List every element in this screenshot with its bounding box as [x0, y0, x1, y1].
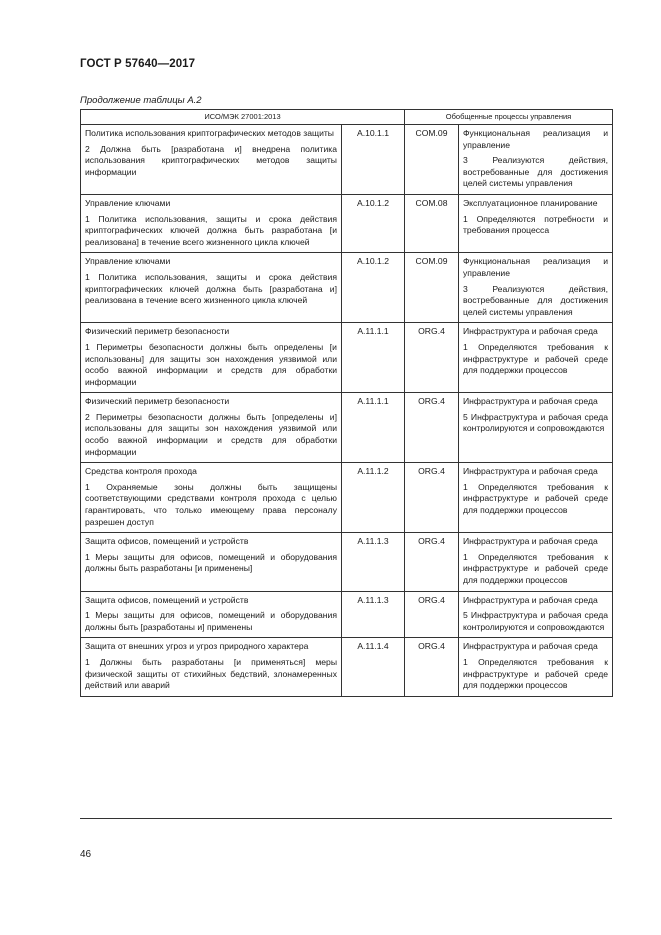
- process-text: 1 Определяются требования к инфраструктуре и рабочей среде для поддержки процессов: [463, 481, 609, 516]
- process-cell: [459, 194, 613, 252]
- process-title: Инфраструктура и рабочая среда: [463, 594, 598, 605]
- requirement-title: Защита офисов, помещений и устройств: [85, 594, 249, 605]
- requirement-title: Управление ключами: [85, 197, 171, 208]
- process-cell: [459, 393, 613, 463]
- requirement-text: 1 Политика использования, защиты и срока действия криптографических ключей должна быть [разработана и] реализована в течение всего жизненного цикла ключей: [85, 271, 337, 306]
- requirement-text: 1 Охраняемые зоны должны быть защищены соответствующими средствами контроля прохода с целью гарантировать, что только имеющему права персоналу разрешен доступ: [85, 481, 337, 527]
- process-cell: [459, 638, 613, 696]
- process-cell: [459, 533, 613, 591]
- process-code-cell: ORG.4: [405, 393, 459, 463]
- iso-code-cell: A.10.1.2: [342, 194, 405, 252]
- requirement-title: Защита офисов, помещений и устройств: [85, 536, 249, 547]
- requirement-title: Средства контроля прохода: [85, 466, 197, 477]
- table-row: [81, 393, 613, 463]
- process-text: 1 Определяются потребности и требования процесса: [463, 213, 609, 236]
- process-text: 3 Реализуются действия, востребованные для достижения целей системы управления: [463, 283, 609, 317]
- requirement-title: Защита от внешних угроз и угроз природного характера: [85, 641, 309, 652]
- requirement-cell: [81, 253, 342, 323]
- process-code-cell: COM.09: [405, 253, 459, 323]
- table-caption: Продолжение таблицы А.2: [80, 95, 202, 106]
- table-row: [81, 533, 613, 591]
- table-row: [81, 253, 613, 323]
- requirement-cell: [81, 591, 342, 638]
- requirement-cell: [81, 323, 342, 393]
- process-title: Инфраструктура и рабочая среда: [463, 641, 598, 652]
- process-title: Функциональная реализация и управление: [463, 128, 609, 150]
- process-text: 1 Определяются требования к инфраструктуре и рабочей среде для поддержки процессов: [463, 341, 609, 376]
- requirement-cell: [81, 533, 342, 591]
- iso-code-cell: A.11.1.1: [342, 393, 405, 463]
- iso-code-cell: A.11.1.4: [342, 638, 405, 696]
- process-title: Функциональная реализация и управление: [463, 256, 609, 278]
- requirement-cell: [81, 393, 342, 463]
- process-cell: [459, 591, 613, 638]
- table-header-row: [81, 110, 613, 125]
- process-title: Инфраструктура и рабочая среда: [463, 536, 598, 547]
- document-title: ГОСТ Р 57640—2017: [80, 58, 196, 70]
- header-processes-column: Обобщенные процессы управления: [405, 110, 613, 125]
- requirement-title: Политика использования криптографических методов защиты: [85, 128, 334, 138]
- iso-code-cell: A.10.1.2: [342, 253, 405, 323]
- iso-code-cell: A.10.1.1: [342, 125, 405, 195]
- mapping-table: [80, 109, 613, 697]
- process-code-cell: ORG.4: [405, 638, 459, 696]
- process-title: Эксплуатационное планирование: [463, 197, 598, 208]
- process-code-cell: ORG.4: [405, 533, 459, 591]
- table-row: [81, 638, 613, 696]
- requirement-cell: [81, 194, 342, 252]
- requirement-text: 2 Должна быть [разработана и] внедрена политика использования криптографических методов защиты информации: [85, 143, 337, 177]
- requirement-cell: [81, 638, 342, 696]
- process-text: 1 Определяются требования к инфраструктуре и рабочей среде для поддержки процессов: [463, 656, 609, 691]
- process-code-cell: COM.08: [405, 194, 459, 252]
- process-cell: [459, 323, 613, 393]
- process-code-cell: ORG.4: [405, 463, 459, 533]
- process-code-cell: ORG.4: [405, 591, 459, 638]
- table-row: [81, 463, 613, 533]
- requirement-cell: [81, 463, 342, 533]
- requirement-text: 2 Периметры безопасности должны быть [определены и] использованы для защиты зон нахождения уязвимой или особо важной информации и средств для обработки информации: [85, 411, 337, 457]
- header-iso-column: ИСО/МЭК 27001:2013: [81, 110, 405, 125]
- requirement-text: 1 Меры защиты для офисов, помещений и оборудования должны быть [разработаны и] применены: [85, 610, 337, 632]
- requirement-text: 1 Политика использования, защиты и срока действия криптографических ключей должна быть разработана [и реализована] в течение всего жизненного цикла ключей: [85, 213, 337, 247]
- iso-code-cell: A.11.1.3: [342, 533, 405, 591]
- requirement-cell: [81, 125, 342, 195]
- table-row: [81, 591, 613, 638]
- iso-code-cell: A.11.1.1: [342, 323, 405, 393]
- footer-divider: [80, 818, 612, 819]
- requirement-text: 1 Меры защиты для офисов, помещений и оборудования должны быть разработаны [и применены]: [85, 551, 337, 574]
- requirement-text: 1 Должны быть разработаны [и применяться] меры физической защиты от стихийных бедствий, злонамеренных действий или аварий: [85, 656, 337, 691]
- process-cell: [459, 253, 613, 323]
- table-row: [81, 125, 613, 195]
- process-text: 3 Реализуются действия, востребованные для достижения целей системы управления: [463, 155, 609, 189]
- requirement-title: Физический периметр безопасности: [85, 326, 230, 337]
- process-text: 5 Инфраструктура и рабочая среда контролируются и сопровождаются: [463, 411, 609, 434]
- process-cell: [459, 125, 613, 195]
- requirement-text: 1 Периметры безопасности должны быть определены [и использованы] для защиты зон нахождения уязвимой или особо важной информации и средств для обработки информации: [85, 341, 337, 387]
- process-title: Инфраструктура и рабочая среда: [463, 396, 598, 407]
- process-code-cell: COM.09: [405, 125, 459, 195]
- page-number: 46: [80, 849, 92, 860]
- table-row: [81, 323, 613, 393]
- table-row: [81, 194, 613, 252]
- process-text: 5 Инфраструктура и рабочая среда контролируются и сопровождаются: [463, 610, 609, 632]
- requirement-title: Управление ключами: [85, 256, 171, 267]
- process-title: Инфраструктура и рабочая среда: [463, 326, 598, 337]
- process-cell: [459, 463, 613, 533]
- iso-code-cell: A.11.1.3: [342, 591, 405, 638]
- iso-code-cell: A.11.1.2: [342, 463, 405, 533]
- process-title: Инфраструктура и рабочая среда: [463, 466, 598, 477]
- process-code-cell: ORG.4: [405, 323, 459, 393]
- requirement-title: Физический периметр безопасности: [85, 396, 230, 407]
- process-text: 1 Определяются требования к инфраструктуре и рабочей среде для поддержки процессов: [463, 551, 609, 585]
